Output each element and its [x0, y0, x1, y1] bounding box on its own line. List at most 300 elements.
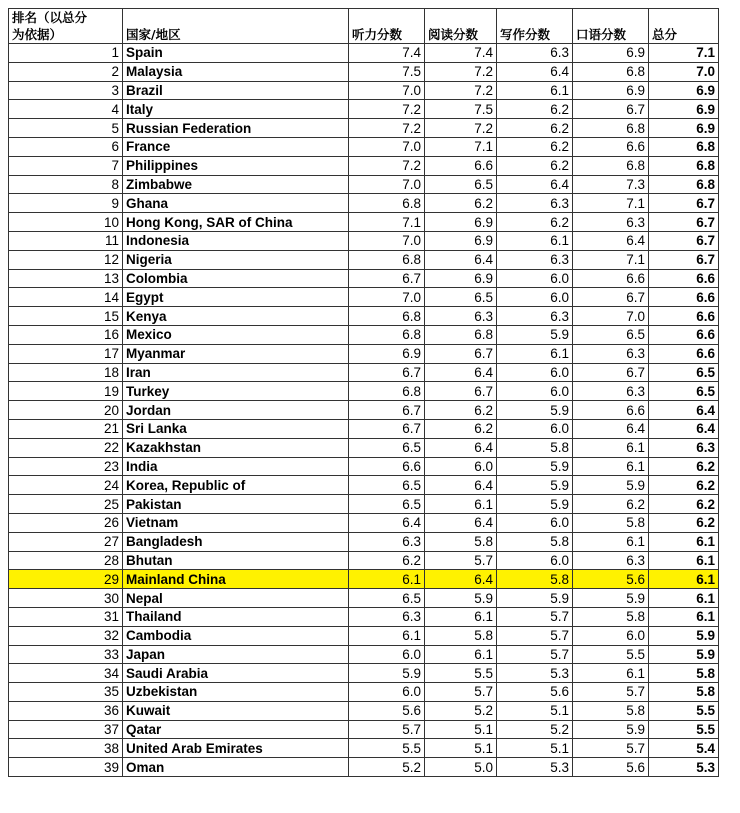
country-cell: India	[123, 457, 349, 476]
reading-cell: 6.3	[425, 307, 497, 326]
speaking-cell: 6.0	[573, 626, 649, 645]
table-row	[9, 401, 719, 420]
total-cell: 6.1	[649, 551, 719, 570]
speaking-cell: 6.2	[573, 495, 649, 514]
rank-cell: 14	[9, 288, 123, 307]
reading-cell: 6.1	[425, 495, 497, 514]
country-cell: Oman	[123, 758, 349, 777]
total-cell: 6.6	[649, 269, 719, 288]
table-row	[9, 495, 719, 514]
listening-cell: 5.5	[349, 739, 425, 758]
listening-cell: 5.6	[349, 701, 425, 720]
country-cell: United Arab Emirates	[123, 739, 349, 758]
writing-cell: 5.9	[497, 401, 573, 420]
writing-cell: 5.9	[497, 476, 573, 495]
writing-cell: 6.3	[497, 44, 573, 63]
table-row	[9, 683, 719, 702]
writing-cell: 5.6	[497, 683, 573, 702]
total-cell: 6.6	[649, 288, 719, 307]
total-cell: 6.2	[649, 476, 719, 495]
listening-cell: 6.7	[349, 401, 425, 420]
country-cell: Bhutan	[123, 551, 349, 570]
country-cell: Uzbekistan	[123, 683, 349, 702]
rank-cell: 39	[9, 758, 123, 777]
listening-cell: 6.9	[349, 344, 425, 363]
table-row	[9, 419, 719, 438]
table-row	[9, 62, 719, 81]
writing-cell: 5.8	[497, 438, 573, 457]
total-cell: 6.6	[649, 344, 719, 363]
writing-cell: 6.3	[497, 194, 573, 213]
rank-cell: 30	[9, 589, 123, 608]
rank-cell: 24	[9, 476, 123, 495]
table-row	[9, 213, 719, 232]
table-row	[9, 626, 719, 645]
rank-cell: 4	[9, 100, 123, 119]
writing-cell: 6.0	[497, 551, 573, 570]
table-row	[9, 476, 719, 495]
reading-cell: 6.9	[425, 269, 497, 288]
country-cell: Kenya	[123, 307, 349, 326]
reading-cell: 6.2	[425, 194, 497, 213]
reading-cell: 6.7	[425, 344, 497, 363]
listening-cell: 7.0	[349, 81, 425, 100]
speaking-cell: 6.4	[573, 231, 649, 250]
listening-cell: 6.3	[349, 532, 425, 551]
total-cell: 5.9	[649, 626, 719, 645]
table-row	[9, 382, 719, 401]
rank-cell: 5	[9, 119, 123, 138]
speaking-cell: 6.5	[573, 325, 649, 344]
table-row	[9, 325, 719, 344]
writing-cell: 5.1	[497, 739, 573, 758]
rank-cell: 6	[9, 137, 123, 156]
speaking-cell: 5.9	[573, 720, 649, 739]
writing-cell: 6.0	[497, 419, 573, 438]
country-cell: Jordan	[123, 401, 349, 420]
writing-cell: 6.0	[497, 288, 573, 307]
total-cell: 6.9	[649, 100, 719, 119]
table-header-row	[9, 9, 719, 44]
reading-cell: 6.6	[425, 156, 497, 175]
table-row	[9, 100, 719, 119]
country-cell: Turkey	[123, 382, 349, 401]
total-cell: 6.5	[649, 363, 719, 382]
country-cell: Pakistan	[123, 495, 349, 514]
writing-cell: 5.9	[497, 325, 573, 344]
writing-cell: 5.1	[497, 701, 573, 720]
writing-cell: 5.7	[497, 645, 573, 664]
writing-cell: 5.9	[497, 457, 573, 476]
listening-cell: 6.5	[349, 589, 425, 608]
country-cell: France	[123, 137, 349, 156]
rank-cell: 29	[9, 570, 123, 589]
country-cell: Zimbabwe	[123, 175, 349, 194]
table-row	[9, 739, 719, 758]
reading-cell: 5.5	[425, 664, 497, 683]
total-cell: 6.9	[649, 119, 719, 138]
reading-cell: 5.7	[425, 551, 497, 570]
rank-cell: 8	[9, 175, 123, 194]
reading-cell: 6.4	[425, 363, 497, 382]
listening-cell: 6.2	[349, 551, 425, 570]
speaking-cell: 7.1	[573, 250, 649, 269]
header-total: 总分	[649, 9, 719, 44]
reading-cell: 5.7	[425, 683, 497, 702]
speaking-cell: 6.7	[573, 100, 649, 119]
writing-cell: 6.0	[497, 269, 573, 288]
total-cell: 7.1	[649, 44, 719, 63]
total-cell: 6.2	[649, 457, 719, 476]
reading-cell: 6.4	[425, 513, 497, 532]
rank-cell: 31	[9, 607, 123, 626]
country-cell: Mainland China	[123, 570, 349, 589]
total-cell: 6.3	[649, 438, 719, 457]
speaking-cell: 6.8	[573, 119, 649, 138]
listening-cell: 7.2	[349, 156, 425, 175]
writing-cell: 6.4	[497, 175, 573, 194]
table-row	[9, 664, 719, 683]
reading-cell: 7.5	[425, 100, 497, 119]
country-cell: Nigeria	[123, 250, 349, 269]
table-row	[9, 307, 719, 326]
speaking-cell: 7.1	[573, 194, 649, 213]
speaking-cell: 6.8	[573, 62, 649, 81]
total-cell: 5.9	[649, 645, 719, 664]
rank-cell: 13	[9, 269, 123, 288]
country-cell: Qatar	[123, 720, 349, 739]
table-row	[9, 231, 719, 250]
rank-cell: 35	[9, 683, 123, 702]
writing-cell: 6.0	[497, 382, 573, 401]
listening-cell: 6.5	[349, 438, 425, 457]
speaking-cell: 6.3	[573, 382, 649, 401]
reading-cell: 6.7	[425, 382, 497, 401]
rank-cell: 34	[9, 664, 123, 683]
country-cell: Bangladesh	[123, 532, 349, 551]
country-cell: Nepal	[123, 589, 349, 608]
table-row	[9, 344, 719, 363]
total-cell: 5.5	[649, 701, 719, 720]
writing-cell: 5.7	[497, 607, 573, 626]
speaking-cell: 6.1	[573, 664, 649, 683]
speaking-cell: 6.6	[573, 401, 649, 420]
reading-cell: 6.4	[425, 438, 497, 457]
header-rank-line2: 为依据）	[12, 27, 63, 42]
listening-cell: 5.9	[349, 664, 425, 683]
country-cell: Hong Kong, SAR of China	[123, 213, 349, 232]
country-cell: Egypt	[123, 288, 349, 307]
speaking-cell: 5.8	[573, 513, 649, 532]
listening-cell: 7.1	[349, 213, 425, 232]
country-cell: Saudi Arabia	[123, 664, 349, 683]
speaking-cell: 6.6	[573, 137, 649, 156]
writing-cell: 5.3	[497, 758, 573, 777]
table-row	[9, 81, 719, 100]
table-row	[9, 269, 719, 288]
writing-cell: 5.9	[497, 495, 573, 514]
header-rank-line1: 排名（以总分	[12, 10, 88, 25]
speaking-cell: 6.1	[573, 457, 649, 476]
writing-cell: 5.3	[497, 664, 573, 683]
listening-cell: 7.0	[349, 288, 425, 307]
speaking-cell: 6.9	[573, 44, 649, 63]
listening-cell: 6.8	[349, 250, 425, 269]
country-cell: Indonesia	[123, 231, 349, 250]
reading-cell: 6.4	[425, 476, 497, 495]
rank-cell: 37	[9, 720, 123, 739]
listening-cell: 6.1	[349, 570, 425, 589]
table-row	[9, 513, 719, 532]
header-reading: 阅读分数	[425, 9, 497, 44]
total-cell: 6.8	[649, 156, 719, 175]
reading-cell: 6.4	[425, 250, 497, 269]
reading-cell: 6.1	[425, 607, 497, 626]
rank-cell: 27	[9, 532, 123, 551]
reading-cell: 7.2	[425, 119, 497, 138]
writing-cell: 6.1	[497, 344, 573, 363]
rank-cell: 25	[9, 495, 123, 514]
rank-cell: 19	[9, 382, 123, 401]
rank-cell: 15	[9, 307, 123, 326]
speaking-cell: 5.8	[573, 607, 649, 626]
table-row	[9, 119, 719, 138]
country-cell: Cambodia	[123, 626, 349, 645]
country-cell: Spain	[123, 44, 349, 63]
speaking-cell: 5.5	[573, 645, 649, 664]
reading-cell: 5.9	[425, 589, 497, 608]
table-row	[9, 457, 719, 476]
total-cell: 6.5	[649, 382, 719, 401]
speaking-cell: 6.9	[573, 81, 649, 100]
reading-cell: 5.8	[425, 626, 497, 645]
listening-cell: 6.7	[349, 419, 425, 438]
writing-cell: 6.2	[497, 137, 573, 156]
country-cell: Colombia	[123, 269, 349, 288]
total-cell: 6.8	[649, 137, 719, 156]
reading-cell: 6.5	[425, 175, 497, 194]
speaking-cell: 6.3	[573, 551, 649, 570]
table-row	[9, 44, 719, 63]
speaking-cell: 6.7	[573, 363, 649, 382]
listening-cell: 6.8	[349, 382, 425, 401]
total-cell: 6.8	[649, 175, 719, 194]
total-cell: 6.2	[649, 513, 719, 532]
reading-cell: 6.8	[425, 325, 497, 344]
total-cell: 6.1	[649, 589, 719, 608]
country-cell: Malaysia	[123, 62, 349, 81]
speaking-cell: 5.8	[573, 701, 649, 720]
rank-cell: 21	[9, 419, 123, 438]
total-cell: 5.3	[649, 758, 719, 777]
reading-cell: 7.2	[425, 62, 497, 81]
table-row	[9, 137, 719, 156]
table-row	[9, 363, 719, 382]
table-row	[9, 551, 719, 570]
rank-cell: 7	[9, 156, 123, 175]
speaking-cell: 6.4	[573, 419, 649, 438]
writing-cell: 6.1	[497, 81, 573, 100]
rank-cell: 10	[9, 213, 123, 232]
table-body	[9, 44, 719, 777]
listening-cell: 6.0	[349, 645, 425, 664]
speaking-cell: 7.3	[573, 175, 649, 194]
writing-cell: 5.9	[497, 589, 573, 608]
speaking-cell: 5.7	[573, 683, 649, 702]
speaking-cell: 5.9	[573, 476, 649, 495]
country-cell: Japan	[123, 645, 349, 664]
rank-cell: 23	[9, 457, 123, 476]
speaking-cell: 5.9	[573, 589, 649, 608]
total-cell: 6.1	[649, 570, 719, 589]
listening-cell: 6.5	[349, 476, 425, 495]
table-row	[9, 175, 719, 194]
total-cell: 6.7	[649, 250, 719, 269]
reading-cell: 5.2	[425, 701, 497, 720]
rank-cell: 36	[9, 701, 123, 720]
writing-cell: 6.1	[497, 231, 573, 250]
reading-cell: 7.2	[425, 81, 497, 100]
country-cell: Thailand	[123, 607, 349, 626]
speaking-cell: 6.6	[573, 269, 649, 288]
table-row	[9, 194, 719, 213]
total-cell: 6.7	[649, 231, 719, 250]
listening-cell: 7.2	[349, 100, 425, 119]
table-row	[9, 250, 719, 269]
total-cell: 5.5	[649, 720, 719, 739]
header-speaking: 口语分数	[573, 9, 649, 44]
reading-cell: 5.1	[425, 720, 497, 739]
total-cell: 5.8	[649, 683, 719, 702]
speaking-cell: 5.6	[573, 758, 649, 777]
listening-cell: 6.7	[349, 363, 425, 382]
table-row	[9, 438, 719, 457]
table-row	[9, 758, 719, 777]
rank-cell: 38	[9, 739, 123, 758]
country-cell: Russian Federation	[123, 119, 349, 138]
listening-cell: 5.2	[349, 758, 425, 777]
listening-cell: 6.3	[349, 607, 425, 626]
reading-cell: 5.8	[425, 532, 497, 551]
listening-cell: 6.7	[349, 269, 425, 288]
speaking-cell: 6.3	[573, 344, 649, 363]
total-cell: 6.9	[649, 81, 719, 100]
writing-cell: 5.7	[497, 626, 573, 645]
writing-cell: 5.2	[497, 720, 573, 739]
total-cell: 5.4	[649, 739, 719, 758]
writing-cell: 6.3	[497, 250, 573, 269]
rank-cell: 1	[9, 44, 123, 63]
reading-cell: 6.0	[425, 457, 497, 476]
rank-cell: 11	[9, 231, 123, 250]
listening-cell: 6.0	[349, 683, 425, 702]
total-cell: 6.4	[649, 419, 719, 438]
listening-cell: 7.0	[349, 231, 425, 250]
listening-cell: 6.8	[349, 325, 425, 344]
total-cell: 5.8	[649, 664, 719, 683]
total-cell: 6.7	[649, 213, 719, 232]
reading-cell: 6.1	[425, 645, 497, 664]
speaking-cell: 6.3	[573, 213, 649, 232]
country-cell: Sri Lanka	[123, 419, 349, 438]
country-cell: Vietnam	[123, 513, 349, 532]
total-cell: 6.4	[649, 401, 719, 420]
writing-cell: 6.3	[497, 307, 573, 326]
listening-cell: 7.2	[349, 119, 425, 138]
reading-cell: 7.1	[425, 137, 497, 156]
rank-cell: 26	[9, 513, 123, 532]
reading-cell: 5.1	[425, 739, 497, 758]
total-cell: 6.1	[649, 607, 719, 626]
table-row	[9, 720, 719, 739]
rank-cell: 32	[9, 626, 123, 645]
listening-cell: 7.0	[349, 137, 425, 156]
country-cell: Iran	[123, 363, 349, 382]
speaking-cell: 5.7	[573, 739, 649, 758]
writing-cell: 6.2	[497, 156, 573, 175]
total-cell: 7.0	[649, 62, 719, 81]
writing-cell: 6.2	[497, 213, 573, 232]
country-cell: Kazakhstan	[123, 438, 349, 457]
writing-cell: 6.2	[497, 100, 573, 119]
table-row-highlighted	[9, 570, 719, 589]
rank-cell: 18	[9, 363, 123, 382]
speaking-cell: 6.7	[573, 288, 649, 307]
country-cell: Ghana	[123, 194, 349, 213]
writing-cell: 5.8	[497, 532, 573, 551]
table-row	[9, 645, 719, 664]
table-row	[9, 607, 719, 626]
writing-cell: 6.2	[497, 119, 573, 138]
header-country: 国家/地区	[123, 9, 349, 44]
listening-cell: 6.1	[349, 626, 425, 645]
country-cell: Italy	[123, 100, 349, 119]
reading-cell: 6.9	[425, 213, 497, 232]
rank-cell: 22	[9, 438, 123, 457]
country-cell: Brazil	[123, 81, 349, 100]
reading-cell: 6.2	[425, 401, 497, 420]
listening-cell: 5.7	[349, 720, 425, 739]
listening-cell: 6.5	[349, 495, 425, 514]
rank-cell: 28	[9, 551, 123, 570]
table-row	[9, 156, 719, 175]
table-row	[9, 288, 719, 307]
speaking-cell: 6.1	[573, 438, 649, 457]
rank-cell: 12	[9, 250, 123, 269]
header-listening: 听力分数	[349, 9, 425, 44]
total-cell: 6.6	[649, 307, 719, 326]
rank-cell: 9	[9, 194, 123, 213]
reading-cell: 5.0	[425, 758, 497, 777]
listening-cell: 6.8	[349, 307, 425, 326]
listening-cell: 6.4	[349, 513, 425, 532]
reading-cell: 6.2	[425, 419, 497, 438]
listening-cell: 7.5	[349, 62, 425, 81]
reading-cell: 6.9	[425, 231, 497, 250]
header-rank	[9, 9, 123, 44]
writing-cell: 5.8	[497, 570, 573, 589]
total-cell: 6.7	[649, 194, 719, 213]
reading-cell: 6.4	[425, 570, 497, 589]
speaking-cell: 6.8	[573, 156, 649, 175]
country-cell: Korea, Republic of	[123, 476, 349, 495]
listening-cell: 6.8	[349, 194, 425, 213]
speaking-cell: 7.0	[573, 307, 649, 326]
country-cell: Myanmar	[123, 344, 349, 363]
country-cell: Mexico	[123, 325, 349, 344]
listening-cell: 6.6	[349, 457, 425, 476]
rank-cell: 3	[9, 81, 123, 100]
